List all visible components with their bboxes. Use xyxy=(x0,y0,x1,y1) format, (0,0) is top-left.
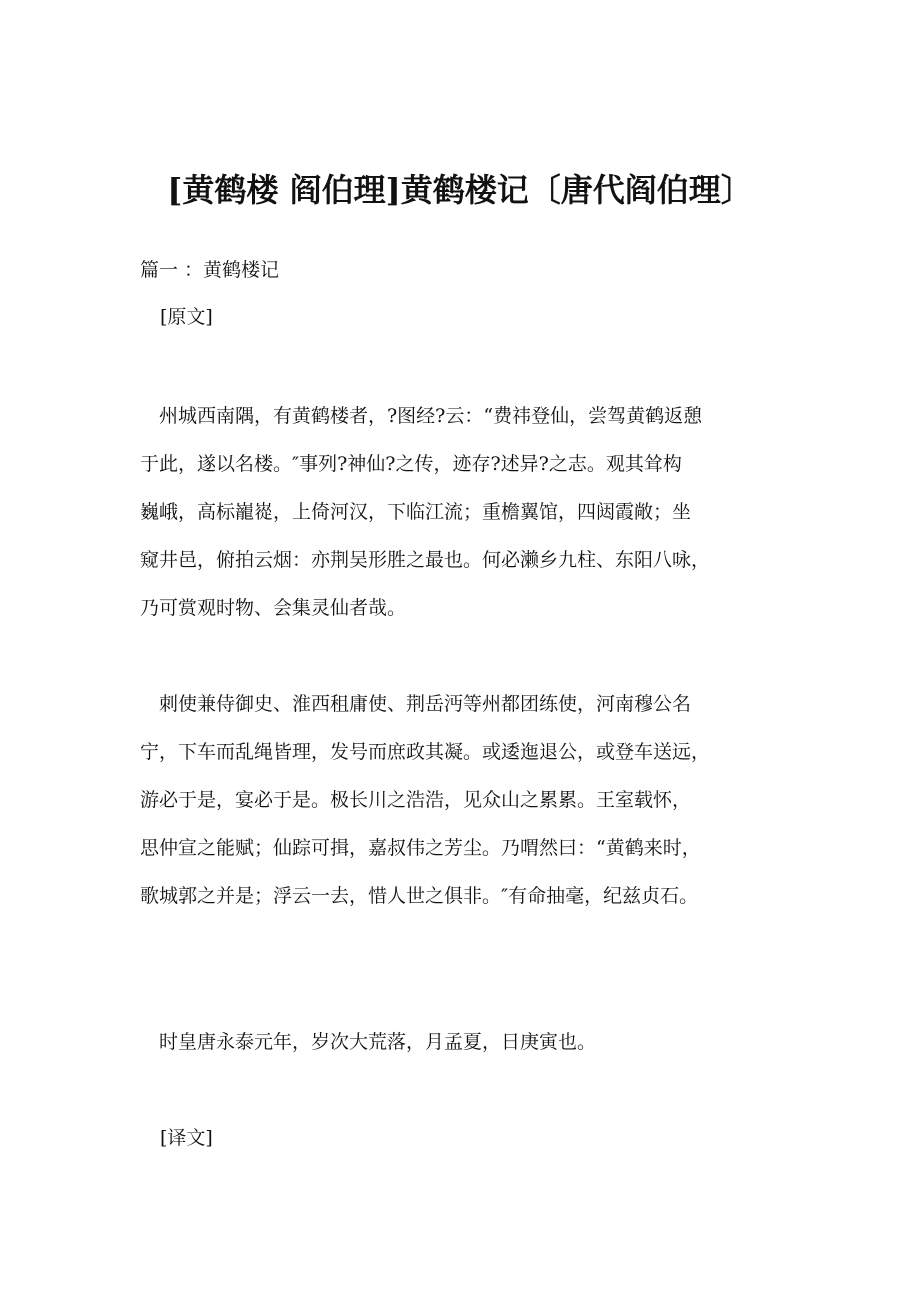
paragraph-line: 歌城郭之并是；浮云一去，惜人世之俱非。″有命抽毫，纪兹贞石。 xyxy=(140,885,699,907)
paragraph-2 xyxy=(140,680,800,920)
paragraph-line: 州城西南隅，有黄鹤楼者，?图经?云：“费祎登仙，尝驾黄鹤返憩 xyxy=(140,405,703,427)
paragraph-line: 游必于是，宴必于是。极长川之浩浩，见众山之累累。王室载怀， xyxy=(140,789,692,811)
paragraph-1 xyxy=(140,392,800,632)
paragraph-line: 窥井邑，俯拍云烟：亦荆吴形胜之最也。何必濑乡九柱、东阳八咏， xyxy=(140,549,711,571)
paragraph-line: 宁，下车而乱绳皆理，发号而庶政其凝。或逶迤退公，或登车送远， xyxy=(140,741,711,763)
paragraph-3 xyxy=(140,1018,800,1066)
section-heading: 篇一 ：黄鹤楼记 xyxy=(140,259,280,281)
paragraph-line: 于此，遂以名楼。″事列?神仙?之传，迹存?述异?之志。观其耸构 xyxy=(140,453,682,475)
paragraph-line: 乃可赏观时物、会集灵仙者哉。 xyxy=(140,597,407,619)
paragraph-line: 巍峨，高标巃嵸，上倚河汉，下临江流；重檐翼馆，四闼霞敞；坐 xyxy=(140,501,692,523)
translation-label: [译文] xyxy=(160,1127,213,1149)
original-text-label: [原文] xyxy=(160,306,213,328)
document-title: [黄鹤楼 阎伯理]黄鹤楼记〔唐代阎伯理〕 xyxy=(167,171,753,209)
paragraph-line: 思仲宣之能赋；仙踪可揖，嘉叔伟之芳尘。乃喟然曰：“黄鹤来时， xyxy=(140,837,701,859)
paragraph-line: 刺使兼侍御史、淮西租庸使、荆岳沔等州都团练使，河南穆公名 xyxy=(140,693,692,715)
paragraph-line: 时皇唐永泰元年，岁次大荒落，月孟夏，日庚寅也。 xyxy=(140,1031,597,1053)
